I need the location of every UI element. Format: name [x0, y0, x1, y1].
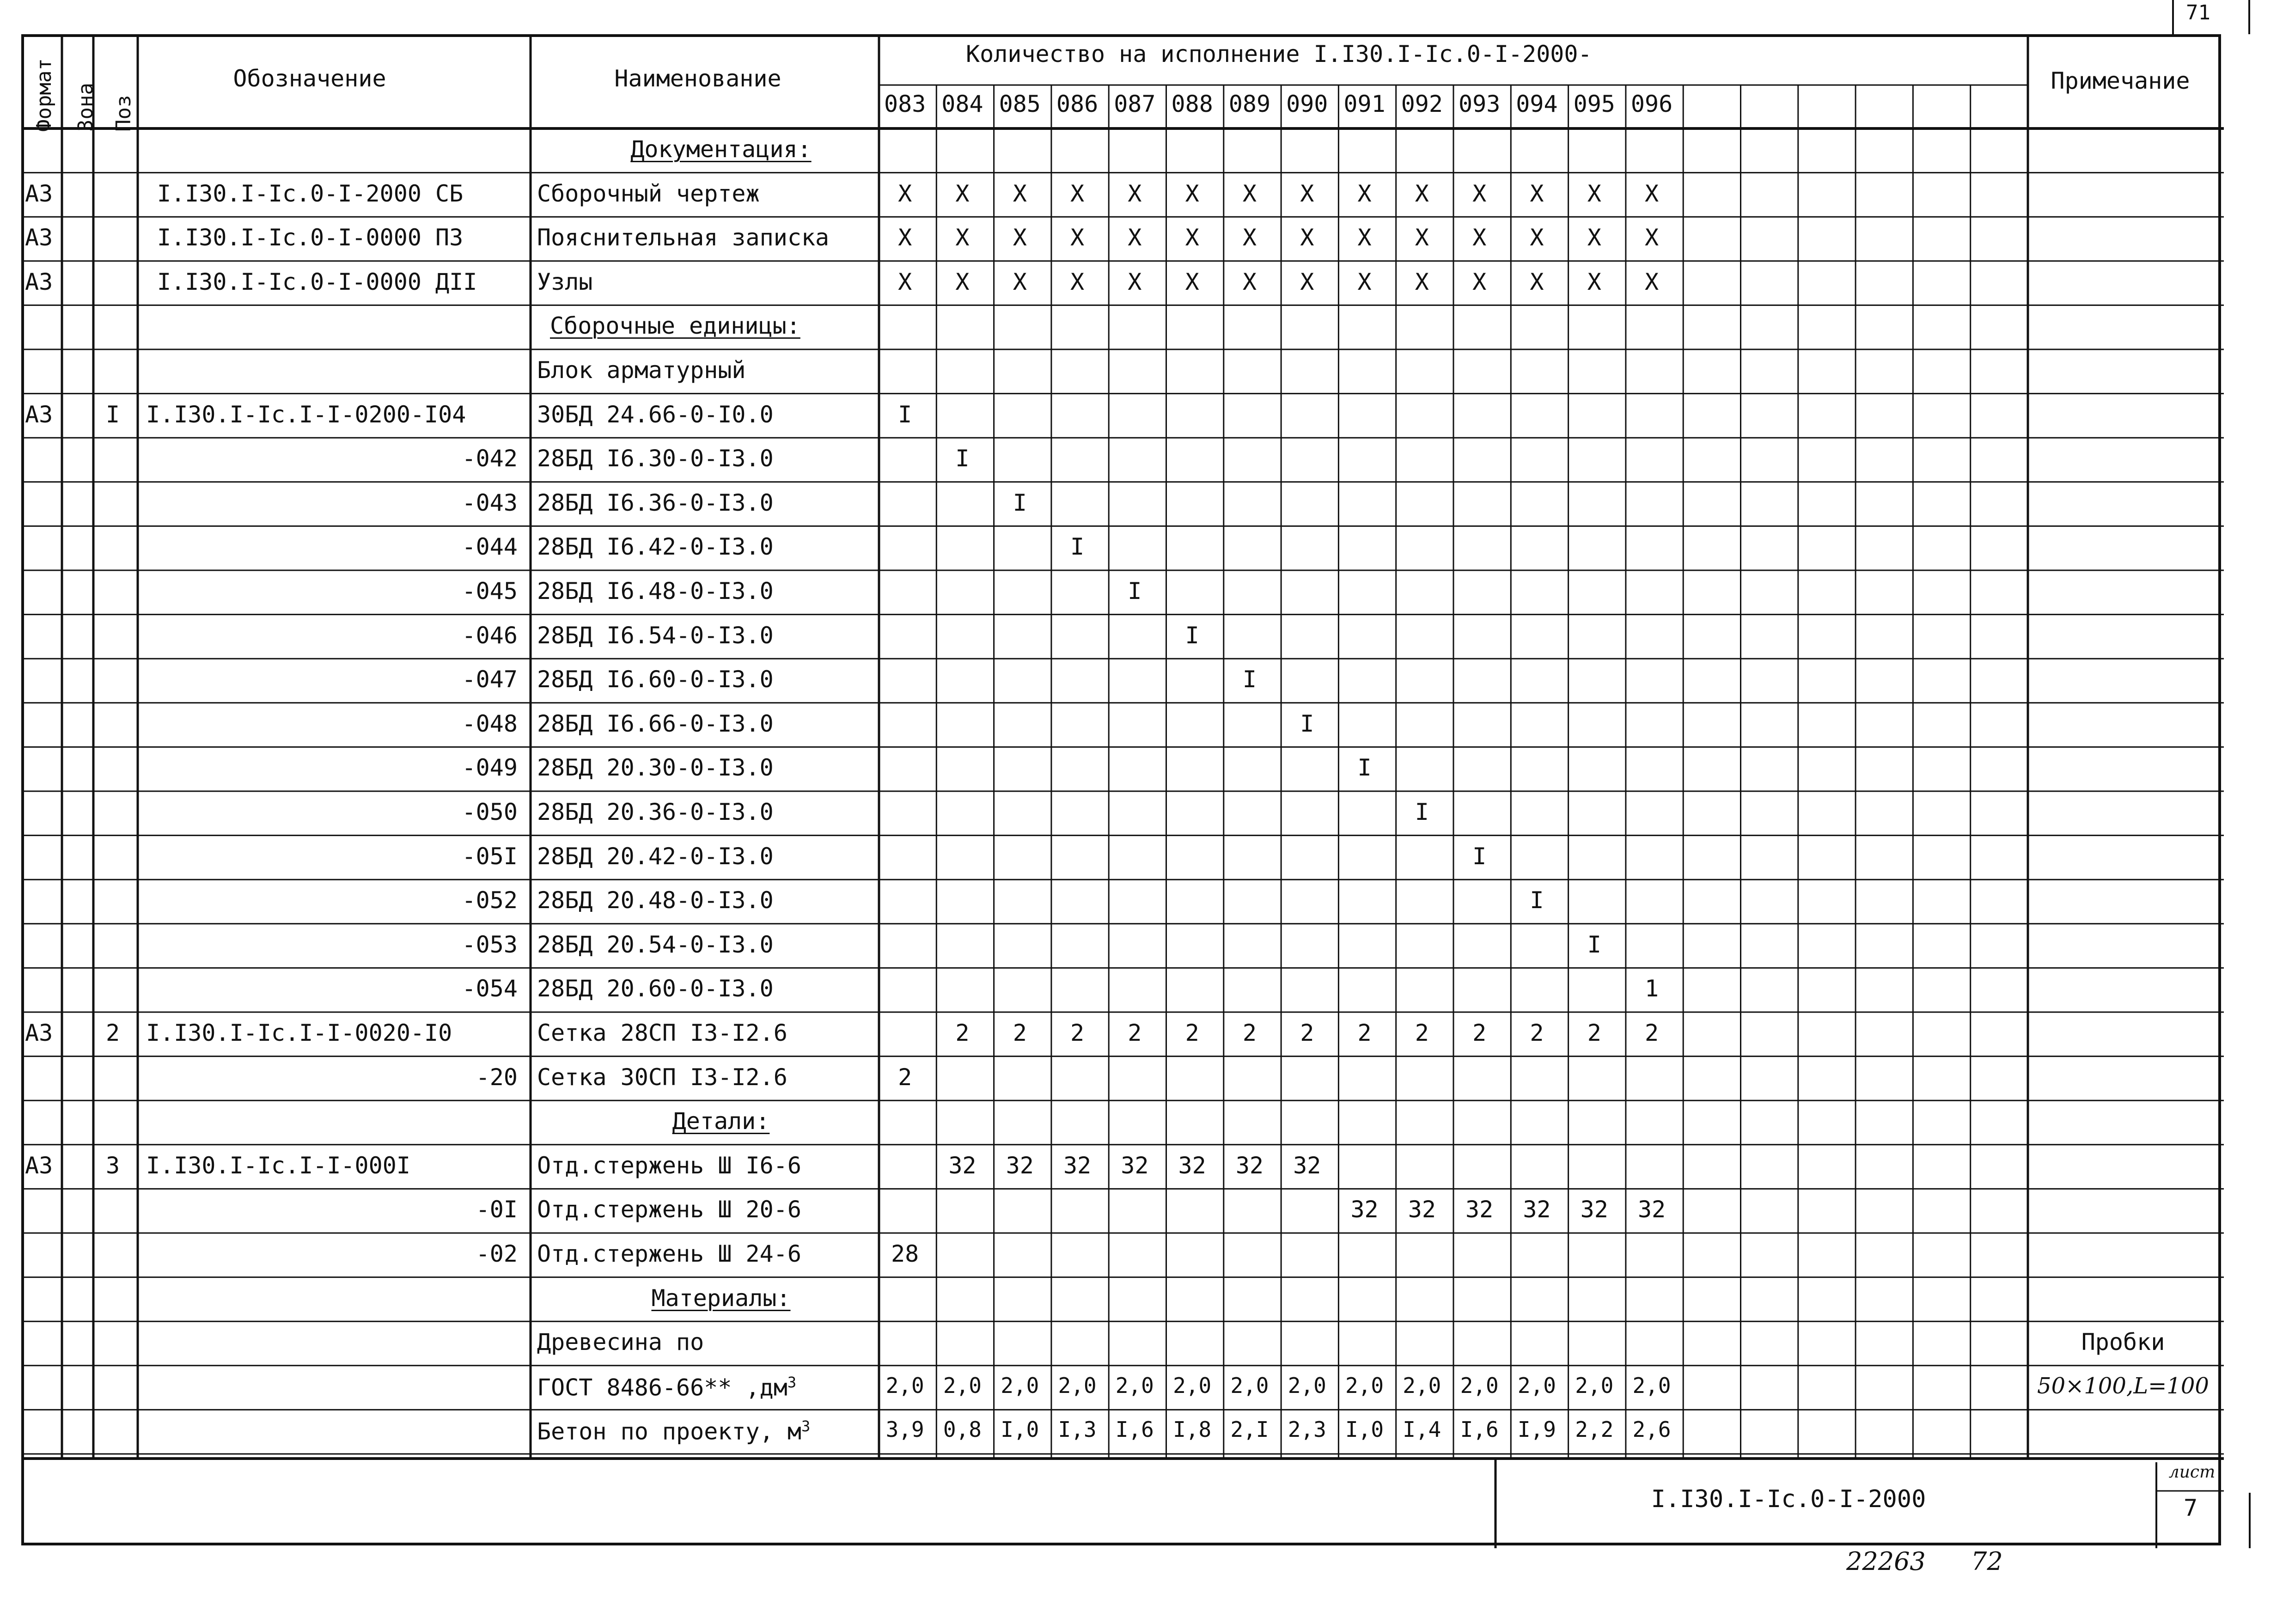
cell-name [537, 533, 774, 561]
cell-quantity: X [1644, 180, 1659, 207]
cell-quantity: X [1185, 268, 1199, 295]
cell-name [537, 1021, 787, 1044]
cell-quantity: X [1242, 268, 1257, 295]
variant-header-095: 095 [1573, 91, 1615, 117]
cell-name-text: 28БД I6.42-0-I3.0 [537, 533, 774, 561]
cell-quantity: 2 [1472, 1020, 1487, 1046]
cell-quantity: 2,0 [1575, 1373, 1614, 1398]
cell-quantity: 2,0 [1173, 1373, 1212, 1398]
variant-header-090: 090 [1286, 91, 1328, 117]
cell-quantity: X [1415, 268, 1429, 295]
cell-quantity: 2,6 [1632, 1417, 1671, 1442]
cell-quantity: X [1357, 224, 1372, 251]
cell-quantity: 32 [1408, 1196, 1436, 1223]
cell-name-text: Древесина по [537, 1329, 704, 1356]
cell-quantity: 2,I [1230, 1417, 1269, 1442]
cell-quantity: 2,0 [1632, 1373, 1671, 1398]
cell-name-text: 28БД 20.48-0-I3.0 [537, 887, 774, 914]
cell-name [537, 1417, 811, 1446]
cell-quantity: 2 [955, 1020, 970, 1046]
cell-quantity: X [1242, 224, 1257, 251]
cell-quantity: 2 [1357, 1020, 1372, 1046]
cell-quantity: X [1070, 268, 1085, 295]
cell-quantity: 32 [1637, 1196, 1666, 1223]
cell-quantity: I [1242, 666, 1257, 693]
variant-header-085: 085 [999, 91, 1041, 117]
cell-name-text: 28БД 20.42-0-I3.0 [537, 843, 774, 870]
cell-quantity: I [1472, 843, 1487, 870]
variant-header-092: 092 [1401, 91, 1443, 117]
cell-quantity: X [1300, 268, 1314, 295]
header-name: Наименование [614, 65, 781, 92]
cell-quantity: 32 [948, 1152, 977, 1179]
cell-quantity: X [1530, 224, 1544, 251]
cell-note: 50×100,L=100 [2037, 1373, 2209, 1399]
cell-quantity: 32 [1006, 1152, 1034, 1179]
cell-quantity: 32 [1465, 1196, 1494, 1223]
top-frame-tick [2248, 0, 2250, 34]
cell-quantity: X [955, 180, 970, 207]
footer-doc-code: I.I30.I-Ic.0-I-2000 [1651, 1485, 1926, 1513]
variant-header-088: 088 [1171, 91, 1213, 117]
cell-quantity: 2,0 [1345, 1373, 1384, 1398]
cell-quantity: I,0 [1001, 1417, 1039, 1442]
cell-quantity: X [1013, 268, 1027, 295]
cell-designation: I.I30.I-Ic.I-I-0020-I0 [146, 1020, 452, 1046]
cell-quantity: X [1357, 180, 1372, 207]
cell-name-section [630, 138, 811, 161]
cell-name-text: 28БД I6.30-0-I3.0 [537, 445, 774, 472]
cell-format: А3 [25, 1020, 53, 1046]
cell-quantity: 2,0 [1517, 1373, 1556, 1398]
cell-name-text: 28БД 20.36-0-I3.0 [537, 799, 774, 825]
cell-quantity: X [1587, 224, 1601, 251]
header-zone: Зона [74, 83, 98, 132]
cell-name [537, 403, 774, 426]
cell-name-section [672, 1110, 770, 1133]
cell-quantity: I [1128, 578, 1142, 604]
cell-quantity: X [898, 180, 912, 207]
cell-quantity: 28 [891, 1240, 919, 1267]
right-frame-tick [2249, 1493, 2251, 1548]
cell-quantity: I,6 [1460, 1417, 1499, 1442]
cell-quantity: 32 [1063, 1152, 1092, 1179]
cell-name-text: 28БД I6.36-0-I3.0 [537, 489, 774, 516]
header-designation: Обозначение [233, 65, 386, 92]
cell-designation: -0I [476, 1196, 518, 1223]
variant-header-089: 089 [1228, 91, 1271, 117]
footer-stamp-page: 72 [1971, 1547, 2003, 1576]
cell-quantity: 2 [1070, 1020, 1085, 1046]
cell-quantity: 2 [1644, 1020, 1659, 1046]
cell-quantity: 3,9 [885, 1417, 924, 1442]
cell-name-section [651, 1284, 791, 1312]
cell-format: А3 [25, 268, 53, 295]
cell-quantity: X [1128, 180, 1142, 207]
cell-name [537, 933, 774, 956]
cell-quantity: X [1415, 224, 1429, 251]
cell-quantity: 2,3 [1288, 1417, 1326, 1442]
cell-quantity: X [1644, 268, 1659, 295]
cell-quantity: 2 [1587, 1020, 1601, 1046]
cell-quantity: 0,8 [943, 1417, 982, 1442]
cell-quantity: 2 [1415, 1020, 1429, 1046]
cell-designation: -048 [462, 710, 518, 737]
cell-name-text: 28БД I6.66-0-I3.0 [537, 710, 774, 737]
cell-name-text: Отд.стержень Ш 20-6 [537, 1196, 801, 1223]
cell-name [537, 1331, 704, 1354]
cell-quantity: X [1415, 180, 1429, 207]
cell-quantity: 32 [1523, 1196, 1551, 1223]
cell-quantity: X [1472, 268, 1487, 295]
cell-name [537, 580, 774, 603]
cell-quantity: 2,0 [1230, 1373, 1269, 1398]
cell-quantity: 2,0 [1460, 1373, 1499, 1398]
cell-name [537, 226, 829, 249]
cell-quantity: 2 [898, 1063, 912, 1091]
cell-name-superscript: 3 [787, 1373, 797, 1391]
cell-designation: I.I30.I-Ic.0-I-0000 ПЗ [157, 224, 464, 251]
cell-name-text: Сборочные единицы: [550, 312, 800, 340]
cell-designation: -054 [462, 975, 518, 1002]
cell-designation: -044 [462, 533, 518, 561]
cell-quantity: 2,0 [1288, 1373, 1326, 1398]
cell-name-section [550, 312, 800, 340]
cell-designation: I.I30.I-Ic.0-I-2000 СБ [157, 180, 464, 207]
cell-designation: -042 [462, 445, 518, 472]
cell-name-text: Материалы: [651, 1284, 791, 1312]
cell-designation: -046 [462, 622, 518, 649]
cell-quantity: I,3 [1058, 1417, 1097, 1442]
cell-quantity: X [1185, 180, 1199, 207]
cell-quantity: X [898, 268, 912, 295]
cell-name [537, 1063, 787, 1091]
cell-name [537, 182, 760, 205]
cell-quantity: 2,0 [1001, 1373, 1039, 1398]
cell-name-text: 30БД 24.66-0-I0.0 [537, 401, 774, 428]
cell-quantity: 2 [1530, 1020, 1544, 1046]
cell-name-text: 28БД I6.60-0-I3.0 [537, 666, 774, 693]
cell-designation: I.I30.I-Ic.0-I-0000 ДII [157, 268, 477, 295]
cell-designation: I.I30.I-Ic.I-I-0200-I04 [146, 401, 466, 428]
cell-quantity: I,4 [1403, 1417, 1441, 1442]
cell-quantity: X [1587, 180, 1601, 207]
cell-quantity: I [1530, 887, 1544, 914]
cell-quantity: X [1300, 180, 1314, 207]
footer-sheet-number: 7 [2183, 1495, 2198, 1521]
cell-format: А3 [25, 224, 53, 251]
cell-quantity: X [1530, 268, 1544, 295]
cell-quantity: 2,0 [943, 1373, 982, 1398]
cell-name-text: ГОСТ 8486-66** ,дм [537, 1374, 787, 1401]
cell-quantity: 2 [1128, 1020, 1142, 1046]
cell-format: А3 [25, 1152, 53, 1179]
cell-name-text: Узлы [537, 268, 593, 295]
table-grid [24, 37, 2224, 1548]
cell-name [537, 756, 774, 779]
cell-name-text: Отд.стержень Ш I6-6 [537, 1152, 801, 1179]
variant-header-087: 087 [1114, 91, 1156, 117]
cell-name-text: 28БД 20.60-0-I3.0 [537, 975, 774, 1002]
cell-name [537, 668, 774, 691]
cell-quantity: X [955, 224, 970, 251]
cell-quantity: 32 [1350, 1196, 1379, 1223]
cell-name-text: 28БД I6.48-0-I3.0 [537, 578, 774, 604]
page-number-top: 71 [2186, 1, 2210, 24]
cell-quantity: X [1357, 268, 1372, 295]
variant-header-093: 093 [1458, 91, 1501, 117]
cell-quantity: 2,0 [885, 1373, 924, 1398]
cell-quantity: X [1013, 180, 1027, 207]
cell-name [537, 1242, 801, 1265]
cell-quantity: X [1070, 224, 1085, 251]
cell-quantity: X [955, 268, 970, 295]
cell-name [537, 845, 774, 868]
cell-quantity: X [1185, 224, 1199, 251]
top-frame-tick [2172, 0, 2174, 34]
cell-quantity: I,6 [1115, 1417, 1154, 1442]
cell-quantity: 2 [1242, 1020, 1257, 1046]
cell-quantity: X [1070, 180, 1085, 207]
cell-quantity: I [1070, 533, 1085, 561]
cell-name [537, 712, 774, 735]
cell-quantity: I,9 [1517, 1417, 1556, 1442]
cell-name [537, 977, 774, 1000]
cell-quantity: 2,0 [1058, 1373, 1097, 1398]
cell-pos: 3 [105, 1152, 120, 1179]
cell-quantity: X [1128, 268, 1142, 295]
cell-name-text: Документация: [630, 136, 812, 163]
cell-quantity: 32 [1121, 1152, 1149, 1179]
cell-designation: -050 [462, 799, 518, 825]
cell-quantity: X [1128, 224, 1142, 251]
variant-header-084: 084 [941, 91, 983, 117]
cell-quantity: 32 [1293, 1152, 1321, 1179]
cell-format: А3 [25, 180, 53, 207]
cell-designation: -043 [462, 489, 518, 516]
cell-name [537, 889, 774, 912]
cell-name-text: Сетка 30СП I3-I2.6 [537, 1063, 787, 1091]
cell-quantity: X [1300, 224, 1314, 251]
cell-quantity: I,0 [1345, 1417, 1384, 1442]
cell-name [537, 800, 774, 824]
header-format: Формат [32, 58, 56, 132]
cell-name-text: Детали: [672, 1108, 770, 1135]
cell-designation: -02 [476, 1240, 518, 1267]
cell-quantity: 2,0 [1115, 1373, 1154, 1398]
cell-format: А3 [25, 401, 53, 428]
cell-quantity: X [1472, 224, 1487, 251]
cell-quantity: 32 [1235, 1152, 1264, 1179]
specification-sheet [21, 34, 2221, 1545]
cell-quantity: X [898, 224, 912, 251]
footer-stamp: 22263 [1846, 1547, 1926, 1576]
cell-pos: 2 [105, 1020, 120, 1046]
cell-quantity: X [1644, 224, 1659, 251]
cell-designation: -05I [462, 843, 518, 870]
cell-name-text: Отд.стержень Ш 24-6 [537, 1240, 801, 1267]
cell-name [537, 447, 774, 470]
cell-name [537, 491, 774, 514]
cell-quantity: I [1013, 489, 1027, 516]
cell-quantity: I [1185, 622, 1199, 649]
cell-quantity: 2,0 [1403, 1373, 1441, 1398]
cell-quantity: X [1587, 268, 1601, 295]
header-pos: Поз [112, 95, 135, 132]
cell-quantity: 1 [1644, 975, 1659, 1002]
cell-name-text: 28БД I6.54-0-I3.0 [537, 622, 774, 649]
cell-quantity: I [1587, 931, 1601, 958]
cell-designation: -052 [462, 887, 518, 914]
cell-name [537, 624, 774, 647]
variant-header-096: 096 [1630, 91, 1673, 117]
cell-name [537, 1198, 801, 1221]
cell-name-text: 28БД 20.30-0-I3.0 [537, 754, 774, 781]
cell-name-text: Сетка 28СП I3-I2.6 [537, 1020, 787, 1046]
header-note: Примечание [2051, 67, 2190, 94]
cell-name-text: Бетон по проекту, м [537, 1418, 801, 1446]
cell-quantity: 2 [1013, 1020, 1027, 1046]
cell-designation: -049 [462, 754, 518, 781]
cell-name-text: Сборочный чертеж [537, 180, 760, 207]
footer-sheet-label: лист [2168, 1463, 2216, 1482]
variant-header-091: 091 [1343, 91, 1386, 117]
cell-designation: -20 [476, 1063, 518, 1091]
variant-header-083: 083 [884, 91, 926, 117]
cell-quantity: I [898, 401, 912, 428]
cell-name-text: Блок арматурный [537, 357, 746, 384]
variant-header-086: 086 [1056, 91, 1099, 117]
cell-name [537, 270, 592, 293]
header-quantity-title: Количество на исполнение I.I30.I-Ic.0-I-2000- [966, 41, 1592, 67]
cell-name-text: Пояснительная записка [537, 224, 830, 251]
cell-pos: I [105, 401, 120, 428]
cell-quantity: X [1530, 180, 1544, 207]
cell-designation: -045 [462, 578, 518, 604]
cell-name [537, 359, 746, 382]
cell-quantity: 32 [1580, 1196, 1608, 1223]
cell-quantity: I [1357, 754, 1372, 781]
cell-note: Пробки [2081, 1329, 2165, 1356]
cell-designation: -053 [462, 931, 518, 958]
cell-quantity: I [1415, 799, 1429, 825]
cell-name [537, 1154, 801, 1177]
cell-quantity: 32 [1178, 1152, 1206, 1179]
cell-name-text: 28БД 20.54-0-I3.0 [537, 931, 774, 958]
cell-quantity: X [1242, 180, 1257, 207]
variant-header-094: 094 [1516, 91, 1558, 117]
cell-quantity: I [955, 445, 970, 472]
cell-name [537, 1375, 796, 1399]
cell-name-superscript: 3 [801, 1417, 811, 1435]
cell-quantity: I,8 [1173, 1417, 1212, 1442]
cell-quantity: X [1013, 224, 1027, 251]
cell-quantity: 2,2 [1575, 1417, 1614, 1442]
cell-quantity: 2 [1185, 1020, 1199, 1046]
cell-designation: -047 [462, 666, 518, 693]
cell-quantity: X [1472, 180, 1487, 207]
cell-quantity: 2 [1300, 1020, 1314, 1046]
cell-designation: I.I30.I-Ic.I-I-000I [146, 1152, 410, 1179]
cell-quantity: I [1300, 710, 1314, 737]
